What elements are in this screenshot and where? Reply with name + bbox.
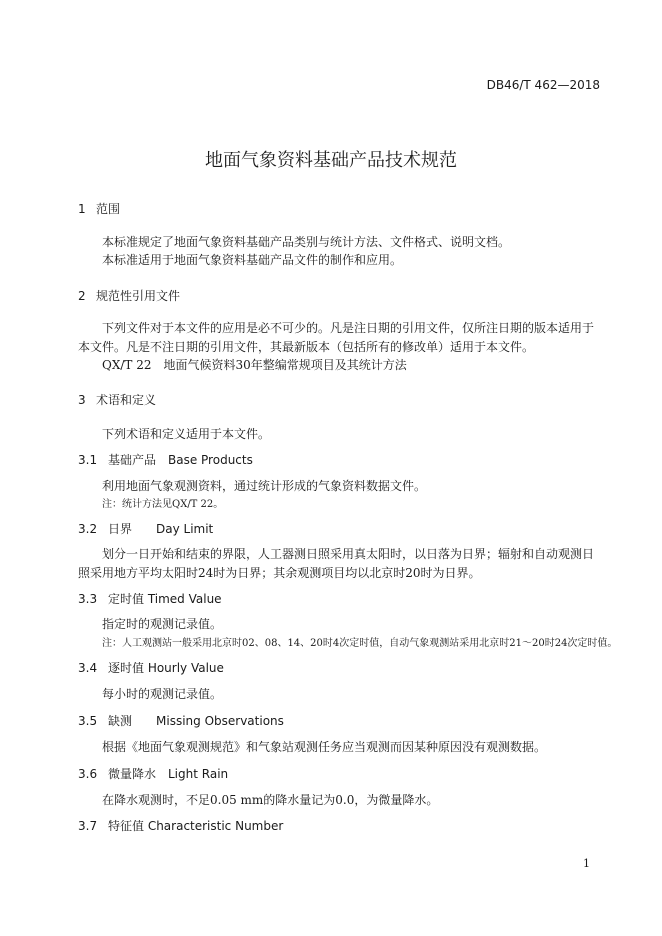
page-number: 1 bbox=[583, 857, 590, 870]
term-definition: 利用地面气象观测资料，通过统计形成的气象资料数据文件。 bbox=[102, 479, 427, 493]
term-3-3-heading bbox=[78, 590, 222, 607]
section-number: 2 bbox=[78, 289, 86, 303]
section-title: 规范性引用文件 bbox=[96, 289, 181, 303]
term-title: 基础产品 Base Products bbox=[108, 453, 253, 467]
term-3-2-heading bbox=[78, 520, 213, 537]
paragraph: 下列术语和定义适用于本文件。 bbox=[102, 427, 271, 441]
section-2-heading bbox=[78, 287, 180, 304]
term-number: 3.1 bbox=[78, 453, 98, 467]
page-title: 地面气象资料基础产品技术规范 bbox=[205, 150, 457, 171]
section-1-heading bbox=[78, 200, 120, 217]
term-title: 缺测 Missing Observations bbox=[108, 714, 284, 728]
term-3-1-heading bbox=[78, 451, 253, 468]
term-number: 3.3 bbox=[78, 592, 98, 606]
term-number: 3.6 bbox=[78, 767, 98, 781]
term-number: 3.5 bbox=[78, 714, 98, 728]
term-definition: 根据《地面气象观测规范》和气象站观测任务应当观测而因某种原因没有观测数据。 bbox=[102, 740, 547, 754]
note: 注：统计方法见QX/T 22。 bbox=[102, 499, 224, 510]
term-definition: 划分一日开始和结束的界限，人工器测日照采用真太阳时，以日落为日界；辐射和自动观测日照采用地方平均太阳时24时为日界；其余观测项目均以北京时20时为日界。 bbox=[78, 547, 595, 580]
term-title: 特征值 Characteristic Number bbox=[108, 819, 284, 833]
section-number: 1 bbox=[78, 202, 86, 216]
paragraph: 本标准规定了地面气象资料基础产品类别与统计方法、文件格式、说明文档。 bbox=[102, 235, 511, 249]
paragraph: 下列文件对于本文件的应用是必不可少的。凡是注日期的引用文件，仅所注日期的版本适用于本文件。凡是不注日期的引用文件，其最新版本（包括所有的修改单）适用于本文件。 bbox=[78, 321, 595, 354]
term-definition: 每小时的观测记录值。 bbox=[102, 687, 223, 701]
term-number: 3.7 bbox=[78, 819, 98, 833]
section-number: 3 bbox=[78, 393, 86, 407]
note: 注：人工观测站一般采用北京时02、08、14、20时4次定时值，自动气象观测站采用北京时21～20时24次定时值。 bbox=[102, 638, 618, 649]
term-definition: 指定时的观测记录值。 bbox=[102, 617, 223, 631]
term-title: 微量降水 Light Rain bbox=[108, 767, 229, 781]
term-3-4-heading bbox=[78, 659, 224, 676]
section-title: 范围 bbox=[96, 202, 121, 216]
term-definition: 在降水观测时，不足0.05 mm的降水量记为0.0，为微量降水。 bbox=[102, 793, 439, 807]
section-3-heading bbox=[78, 391, 156, 408]
term-title: 定时值 Timed Value bbox=[108, 592, 222, 606]
document-code: DB46/T 462—2018 bbox=[486, 78, 600, 92]
normative-reference: QX/T 22 地面气候资料30年整编常规项目及其统计方法 bbox=[102, 358, 407, 372]
paragraph: 本标准适用于地面气象资料基础产品文件的制作和应用。 bbox=[102, 253, 403, 267]
term-3-7-heading bbox=[78, 817, 283, 834]
term-title: 日界 Day Limit bbox=[108, 522, 214, 536]
term-3-5-heading bbox=[78, 712, 284, 729]
term-number: 3.2 bbox=[78, 522, 98, 536]
term-number: 3.4 bbox=[78, 661, 98, 675]
term-3-6-heading bbox=[78, 765, 228, 782]
section-title: 术语和定义 bbox=[96, 393, 157, 407]
term-title: 逐时值 Hourly Value bbox=[108, 661, 224, 675]
